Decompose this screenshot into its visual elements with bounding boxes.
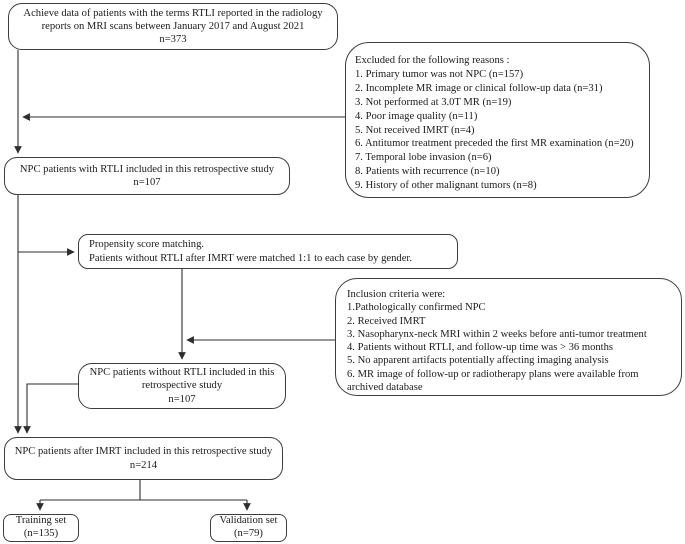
box-after-imrt-line: NPC patients after IMRT included in this retrospective study	[14, 446, 273, 457]
excluded-item: 4. Poor image quality (n=11)	[355, 110, 478, 122]
inclusion-item: 1.Pathologically confirmed NPC	[347, 302, 486, 314]
box-with-rtli-line: NPC patients with RTLI included in this retrospective study	[19, 163, 275, 175]
arrow-without-rtli-to-after-imrt	[27, 384, 78, 433]
box-without-rtli-line: NPC patients without RTLI included in this	[89, 366, 275, 378]
excluded-item: 6. Antitumor treatment preceded the first MR examination (n=20)	[355, 138, 634, 150]
box-without-rtli-line: retrospective study	[141, 380, 223, 392]
inclusion-title: Inclusion criteria were:	[347, 289, 446, 300]
box-achieve-count: n=373	[159, 34, 187, 46]
excluded-item: 9. History of other malignant tumors (n=8)	[355, 180, 537, 192]
box-after-imrt-count: n=214	[129, 459, 158, 471]
box-with-rtli-count: n=107	[133, 177, 161, 188]
excluded-title: Excluded for the following reasons :	[355, 55, 510, 66]
box-achieve-line: reports on MRI scans between January 2017 and August 2021	[41, 20, 305, 32]
box-propensity-matching	[78, 234, 458, 269]
propensity-line: Patients without RTLI after IMRT were matched 1:1 to each case by gender.	[89, 253, 413, 264]
inclusion-item: 2. Received IMRT	[347, 315, 426, 327]
box-training-set	[3, 514, 79, 542]
excluded-item: 5. Not received IMRT (n=4)	[355, 124, 475, 136]
box-npc-with-rtli	[4, 157, 290, 195]
excluded-item: 2. Incomplete MR image or clinical follow-up data (n=31)	[355, 82, 603, 94]
box-inclusion-criteria	[335, 278, 682, 396]
box-validation-set	[210, 514, 287, 542]
validation-set-count: (n=79)	[234, 528, 263, 539]
inclusion-item: 3. Nasopharynx-neck MRI within 2 weeks before anti-tumor treatment	[347, 328, 647, 340]
excluded-item: 1. Primary tumor was not NPC (n=157)	[355, 68, 524, 80]
box-excluded-reasons	[345, 42, 650, 198]
inclusion-item-wrap: archived database	[347, 382, 423, 394]
propensity-line: Propensity score matching.	[89, 239, 205, 250]
box-achieve-line: Achieve data of patients with the terms RTLI reported in the radiology	[23, 7, 323, 19]
box-npc-without-rtli	[78, 363, 286, 409]
box-achieve-data	[8, 3, 338, 50]
training-set-label: Training set	[15, 515, 67, 527]
excluded-item: 8. Patients with recurrence (n=10)	[355, 166, 500, 178]
box-without-rtli-count: n=107	[168, 393, 196, 405]
inclusion-item: 6. MR image of follow-up or radiotherapy plans were available from	[347, 368, 639, 380]
excluded-item: 7. Temporal lobe invasion (n=6)	[355, 152, 492, 164]
box-npc-after-imrt	[4, 437, 283, 480]
inclusion-item: 4. Patients without RTLI, and follow-up time was > 36 months	[347, 342, 614, 354]
inclusion-item: 5. No apparent artifacts potentially affecting imaging analysis	[347, 355, 609, 367]
validation-set-label: Validation set	[219, 515, 278, 527]
training-set-count: (n=135)	[23, 528, 59, 539]
excluded-item: 3. Not performed at 3.0T MR (n=19)	[355, 96, 512, 108]
